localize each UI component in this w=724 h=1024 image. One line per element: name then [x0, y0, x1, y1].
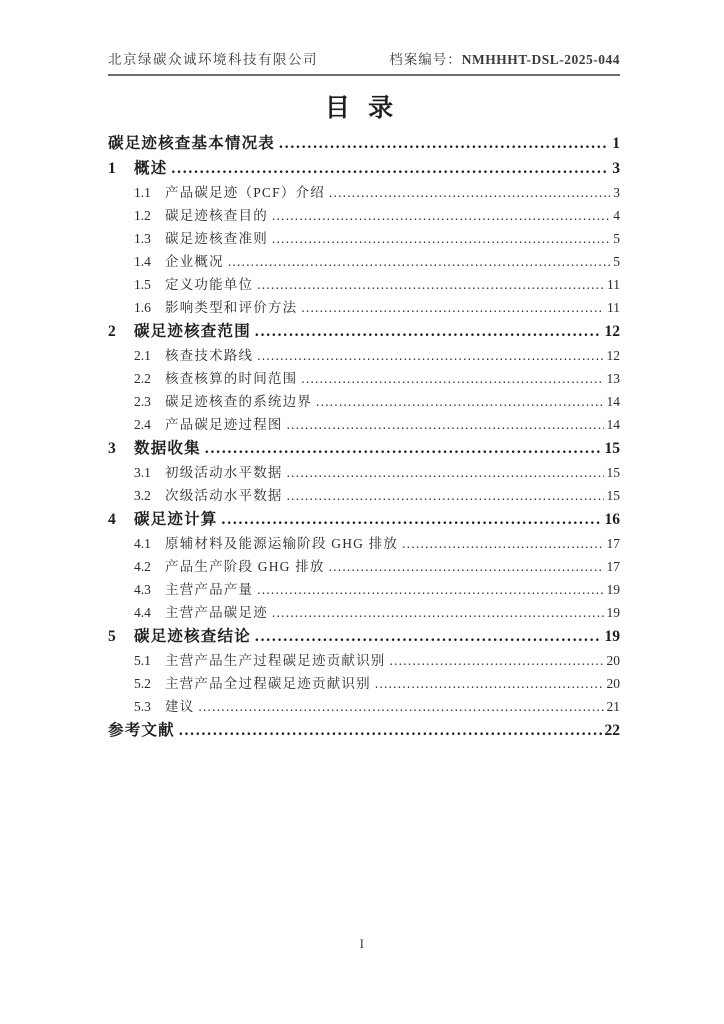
toc-entry-page: 12 [604, 323, 620, 340]
toc-entry-number: 1.2 [134, 208, 151, 223]
toc-entry-label: 次级活动水平数据 [165, 488, 283, 503]
toc-dot-leader [316, 394, 604, 410]
toc-entry-label: 数据收集 [134, 440, 201, 457]
toc-dot-leader [329, 559, 604, 575]
toc-entry [108, 555, 620, 578]
toc-dot-leader [287, 417, 604, 433]
toc-entry [108, 250, 620, 273]
toc-entry-label: 企业概况 [165, 254, 224, 269]
toc-entry-number: 4.3 [134, 582, 151, 597]
toc-entry-label: 碳足迹核查结论 [134, 628, 251, 645]
toc-entry [108, 624, 620, 649]
toc-entry-label: 产品碳足迹（PCF）介绍 [165, 185, 325, 200]
toc-entry-number: 1.5 [134, 277, 151, 292]
toc-entry-label: 核查技术路线 [165, 348, 254, 363]
toc-entry [108, 296, 620, 319]
toc-entry-number: 5 [108, 628, 116, 645]
toc-entry-number: 1.3 [134, 231, 151, 246]
toc-entry [108, 461, 620, 484]
toc-entry-page: 3 [613, 185, 620, 200]
toc-entry-page: 1 [612, 135, 620, 152]
toc-entry-label: 建议 [165, 699, 195, 714]
toc-entry [108, 181, 620, 204]
toc-title: 目 录 [324, 95, 400, 122]
toc-entry-page: 19 [606, 582, 620, 597]
toc-entry-page: 15 [606, 465, 620, 480]
toc-entry [108, 413, 620, 436]
toc-dot-leader [279, 135, 609, 153]
toc-entry-label: 产品碳足迹过程图 [165, 417, 283, 432]
toc-entry-page: 20 [606, 653, 620, 668]
toc-entry [108, 507, 620, 532]
toc-entry-label: 概述 [134, 160, 168, 177]
toc-entry-number: 5.1 [134, 653, 151, 668]
toc-entry-label: 原辅材料及能源运输阶段 GHG 排放 [165, 536, 399, 551]
toc-dot-leader [272, 605, 604, 621]
toc-entry-label: 产品生产阶段 GHG 排放 [165, 559, 325, 574]
toc-entry-number: 5.2 [134, 676, 151, 691]
toc-entry-number: 3.2 [134, 488, 151, 503]
toc-entry-label: 初级活动水平数据 [165, 465, 283, 480]
toc-dot-leader [287, 465, 604, 481]
toc-entry-page: 4 [613, 208, 620, 223]
toc-entry-number: 5.3 [134, 699, 151, 714]
toc-entry [108, 390, 620, 413]
footer-page-number: I [359, 936, 365, 951]
toc-dot-leader [390, 653, 604, 669]
toc-dot-leader [272, 208, 610, 224]
toc-entry-number: 3 [108, 440, 116, 457]
toc-entry-label: 定义功能单位 [165, 277, 254, 292]
toc-entry-page: 22 [604, 722, 620, 739]
toc-entry-label: 碳足迹核查目的 [165, 208, 268, 223]
archive-number-label: 档案编号： [389, 52, 462, 67]
toc-entry [108, 131, 620, 156]
toc-dot-leader [329, 185, 610, 201]
toc-entry [108, 344, 620, 367]
toc-entry-number: 3.1 [134, 465, 151, 480]
toc-entry-label: 主营产品全过程碳足迹贡献识别 [165, 676, 371, 691]
document-header [108, 48, 620, 76]
toc-entry-page: 13 [606, 371, 620, 386]
toc-entry-page: 11 [607, 300, 620, 315]
toc-entry [108, 718, 620, 743]
toc-entry-label: 参考文献 [108, 722, 175, 739]
toc-entry-label: 碳足迹核查的系统边界 [165, 394, 312, 409]
toc-entry-page: 19 [604, 628, 620, 645]
toc-entry-label: 碳足迹核查准则 [165, 231, 268, 246]
toc-entry-page: 17 [606, 536, 620, 551]
toc-entry-page: 17 [606, 559, 620, 574]
toc-entry [108, 156, 620, 181]
toc-entry [108, 649, 620, 672]
toc-entry [108, 484, 620, 507]
archive-number-value: NMHHHT-DSL-2025-044 [461, 52, 620, 67]
archive-number-field [389, 48, 620, 68]
toc-entry-page: 5 [613, 231, 620, 246]
toc-entry [108, 532, 620, 555]
toc-dot-leader [301, 300, 604, 316]
toc-dot-leader [257, 277, 604, 293]
toc-dot-leader [228, 254, 610, 270]
toc-entry-page: 16 [604, 511, 620, 528]
toc-entry [108, 273, 620, 296]
header-rule [108, 74, 620, 76]
toc-entry-page: 15 [606, 488, 620, 503]
toc-dot-leader [272, 231, 610, 247]
toc-entry-number: 2.1 [134, 348, 151, 363]
toc-entry-page: 14 [606, 417, 620, 432]
toc-dot-leader [257, 582, 603, 598]
toc-entry-page: 5 [613, 254, 620, 269]
toc-dot-leader [198, 699, 603, 715]
company-name: 北京绿碳众诚环境科技有限公司 [108, 52, 318, 67]
toc-entry [108, 672, 620, 695]
toc-dot-leader [287, 488, 604, 504]
toc-entry-number: 2.3 [134, 394, 151, 409]
toc-entry [108, 695, 620, 718]
toc-entry-page: 3 [612, 160, 620, 177]
toc-entry-number: 1.1 [134, 185, 151, 200]
toc-entry-label: 碳足迹核查基本情况表 [108, 135, 276, 152]
toc-entry [108, 367, 620, 390]
toc-entry-page: 21 [606, 699, 620, 714]
toc-entry-number: 1.6 [134, 300, 151, 315]
toc-dot-leader [402, 536, 603, 552]
toc-dot-leader [255, 628, 602, 646]
toc-entry [108, 601, 620, 624]
toc-entry-label: 碳足迹核查范围 [134, 323, 251, 340]
toc-entry-number: 4.4 [134, 605, 151, 620]
toc-dot-leader [205, 440, 602, 458]
toc-dot-leader [257, 348, 603, 364]
toc-entry-label: 主营产品产量 [165, 582, 254, 597]
toc-entry [108, 319, 620, 344]
toc-entry-number: 2.2 [134, 371, 151, 386]
toc-entry-label: 影响类型和评价方法 [165, 300, 298, 315]
toc-list [108, 131, 620, 743]
toc-dot-leader [255, 323, 602, 341]
toc-entry-number: 2 [108, 323, 116, 340]
toc-entry-page: 14 [606, 394, 620, 409]
toc-entry-page: 11 [607, 277, 620, 292]
toc-entry-number: 4.1 [134, 536, 151, 551]
toc-entry-number: 4 [108, 511, 116, 528]
toc-entry-label: 主营产品碳足迹 [165, 605, 268, 620]
toc-entry [108, 227, 620, 250]
toc-dot-leader [171, 160, 609, 178]
toc-entry-number: 1 [108, 160, 116, 177]
toc-entry-label: 核查核算的时间范围 [165, 371, 298, 386]
toc-entry-number: 4.2 [134, 559, 151, 574]
toc-entry-page: 15 [604, 440, 620, 457]
toc-entry-number: 2.4 [134, 417, 151, 432]
toc-entry-page: 12 [606, 348, 620, 363]
toc-dot-leader [179, 722, 602, 740]
toc-entry-page: 19 [606, 605, 620, 620]
toc-entry [108, 204, 620, 227]
toc-entry-number: 1.4 [134, 254, 151, 269]
toc-entry-label: 主营产品生产过程碳足迹贡献识别 [165, 653, 386, 668]
toc-dot-leader [375, 676, 604, 692]
toc-entry-page: 20 [606, 676, 620, 691]
toc-entry [108, 436, 620, 461]
toc-entry [108, 578, 620, 601]
toc-dot-leader [301, 371, 603, 387]
toc-entry-label: 碳足迹计算 [134, 511, 218, 528]
toc-dot-leader [222, 511, 602, 529]
